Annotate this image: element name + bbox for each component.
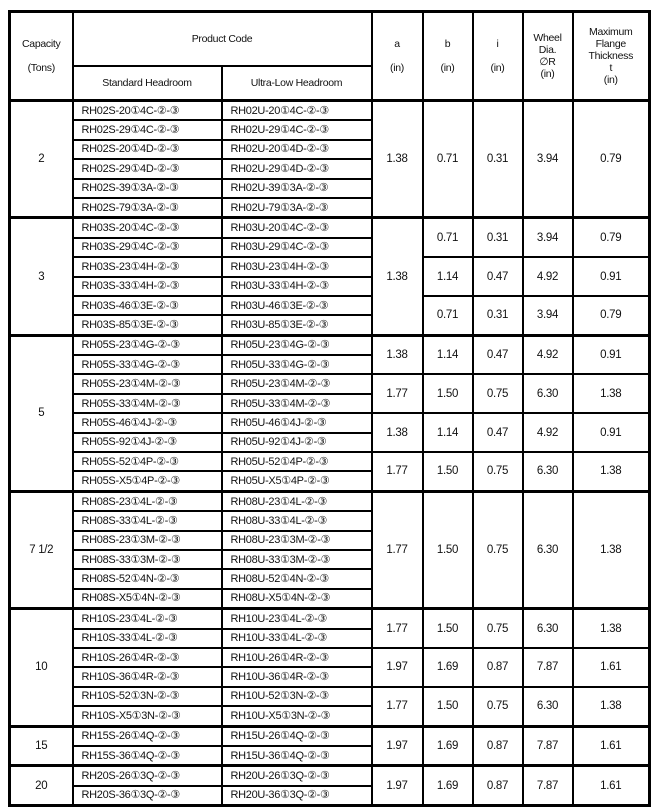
capacity-cell: 7 1/2 bbox=[10, 491, 73, 608]
table-row bbox=[10, 491, 650, 511]
ultra-low-headroom-code: RH02U-39①3A-②-③ bbox=[222, 179, 372, 198]
header-standard-headroom: Standard Headroom bbox=[73, 66, 222, 101]
b-value: 0.71 bbox=[423, 296, 473, 335]
ultra-low-headroom-code: RH10U-X5①3N-②-③ bbox=[222, 706, 372, 726]
ultra-low-headroom-code: RH02U-29①4C-②-③ bbox=[222, 120, 372, 139]
a-value: 1.97 bbox=[372, 648, 423, 687]
table-row bbox=[10, 335, 650, 355]
header-i: i (in) bbox=[473, 12, 523, 101]
standard-headroom-code: RH05S-52①4P-②-③ bbox=[73, 452, 222, 471]
ultra-low-headroom-code: RH10U-23①4L-②-③ bbox=[222, 609, 372, 629]
header-ultra-low-headroom: Ultra-Low Headroom bbox=[222, 66, 372, 101]
standard-headroom-code: RH10S-52①3N-②-③ bbox=[73, 687, 222, 706]
standard-headroom-code: RH08S-33①4L-②-③ bbox=[73, 511, 222, 530]
standard-headroom-code: RH08S-23①4L-②-③ bbox=[73, 491, 222, 511]
standard-headroom-code: RH15S-26①4Q-②-③ bbox=[73, 726, 222, 746]
ultra-low-headroom-code: RH03U-20①4C-②-③ bbox=[222, 218, 372, 238]
standard-headroom-code: RH03S-20①4C-②-③ bbox=[73, 218, 222, 238]
standard-headroom-code: RH10S-26①4R-②-③ bbox=[73, 648, 222, 667]
b-value: 1.69 bbox=[423, 766, 473, 806]
table-row bbox=[10, 452, 650, 471]
ultra-low-headroom-code: RH03U-85①3E-②-③ bbox=[222, 315, 372, 335]
ultra-low-headroom-code: RH02U-79①3A-②-③ bbox=[222, 198, 372, 218]
i-value: 0.47 bbox=[473, 413, 523, 452]
header-wheel-dia: Wheel Dia. ∅R (in) bbox=[523, 12, 573, 101]
standard-headroom-code: RH03S-85①3E-②-③ bbox=[73, 315, 222, 335]
ultra-low-headroom-code: RH10U-36①4R-②-③ bbox=[222, 667, 372, 686]
i-value: 0.47 bbox=[473, 335, 523, 374]
flange-thickness-value: 1.61 bbox=[573, 648, 650, 687]
wheel-dia-value: 6.30 bbox=[523, 452, 573, 491]
ultra-low-headroom-code: RH05U-23①4M-②-③ bbox=[222, 374, 372, 393]
ultra-low-headroom-code: RH10U-26①4R-②-③ bbox=[222, 648, 372, 667]
standard-headroom-code: RH02S-79①3A-②-③ bbox=[73, 198, 222, 218]
table-row bbox=[10, 218, 650, 238]
table-body bbox=[10, 101, 650, 806]
ultra-low-headroom-code: RH02U-20①4D-②-③ bbox=[222, 140, 372, 159]
ultra-low-headroom-code: RH05U-33①4G-②-③ bbox=[222, 355, 372, 374]
capacity-cell: 2 bbox=[10, 101, 73, 218]
table-row bbox=[10, 374, 650, 393]
flange-thickness-value: 1.38 bbox=[573, 609, 650, 648]
i-value: 0.75 bbox=[473, 687, 523, 726]
standard-headroom-code: RH10S-36①4R-②-③ bbox=[73, 667, 222, 686]
i-value: 0.75 bbox=[473, 491, 523, 608]
ultra-low-headroom-code: RH08U-33①3M-②-③ bbox=[222, 550, 372, 569]
b-value: 1.69 bbox=[423, 648, 473, 687]
table-row bbox=[10, 726, 650, 746]
b-value: 1.50 bbox=[423, 452, 473, 491]
i-value: 0.87 bbox=[473, 726, 523, 766]
wheel-dia-value: 3.94 bbox=[523, 296, 573, 335]
standard-headroom-code: RH03S-46①3E-②-③ bbox=[73, 296, 222, 315]
ultra-low-headroom-code: RH08U-52①4N-②-③ bbox=[222, 569, 372, 588]
table-row bbox=[10, 648, 650, 667]
b-value: 1.14 bbox=[423, 257, 473, 296]
wheel-dia-value: 7.87 bbox=[523, 726, 573, 766]
a-value: 1.38 bbox=[372, 101, 423, 218]
ultra-low-headroom-code: RH03U-46①3E-②-③ bbox=[222, 296, 372, 315]
standard-headroom-code: RH02S-29①4D-②-③ bbox=[73, 159, 222, 178]
ultra-low-headroom-code: RH05U-23①4G-②-③ bbox=[222, 335, 372, 355]
ultra-low-headroom-code: RH03U-29①4C-②-③ bbox=[222, 238, 372, 257]
table-row bbox=[10, 101, 650, 121]
header-product-code: Product Code bbox=[73, 12, 372, 67]
standard-headroom-code: RH03S-33①4H-②-③ bbox=[73, 277, 222, 296]
wheel-dia-value: 6.30 bbox=[523, 491, 573, 608]
capacity-cell: 20 bbox=[10, 766, 73, 806]
ultra-low-headroom-code: RH05U-X5①4P-②-③ bbox=[222, 471, 372, 491]
standard-headroom-code: RH05S-46①4J-②-③ bbox=[73, 413, 222, 432]
standard-headroom-code: RH02S-39①3A-②-③ bbox=[73, 179, 222, 198]
standard-headroom-code: RH05S-33①4G-②-③ bbox=[73, 355, 222, 374]
ultra-low-headroom-code: RH15U-26①4Q-②-③ bbox=[222, 726, 372, 746]
standard-headroom-code: RH05S-23①4G-②-③ bbox=[73, 335, 222, 355]
table-row bbox=[10, 766, 650, 786]
table-row bbox=[10, 609, 650, 629]
b-value: 1.50 bbox=[423, 374, 473, 413]
b-value: 1.14 bbox=[423, 413, 473, 452]
table-row bbox=[10, 296, 650, 315]
a-value: 1.77 bbox=[372, 491, 423, 608]
flange-thickness-value: 1.38 bbox=[573, 687, 650, 726]
ultra-low-headroom-code: RH08U-X5①4N-②-③ bbox=[222, 589, 372, 609]
flange-thickness-value: 1.61 bbox=[573, 726, 650, 766]
b-value: 1.69 bbox=[423, 726, 473, 766]
standard-headroom-code: RH20S-26①3Q-②-③ bbox=[73, 766, 222, 786]
flange-thickness-value: 0.91 bbox=[573, 257, 650, 296]
flange-thickness-value: 1.38 bbox=[573, 491, 650, 608]
standard-headroom-code: RH20S-36①3Q-②-③ bbox=[73, 786, 222, 806]
b-value: 1.14 bbox=[423, 335, 473, 374]
standard-headroom-code: RH10S-X5①3N-②-③ bbox=[73, 706, 222, 726]
standard-headroom-code: RH10S-33①4L-②-③ bbox=[73, 629, 222, 648]
standard-headroom-code: RH15S-36①4Q-②-③ bbox=[73, 746, 222, 766]
standard-headroom-code: RH10S-23①4L-②-③ bbox=[73, 609, 222, 629]
i-value: 0.75 bbox=[473, 452, 523, 491]
ultra-low-headroom-code: RH03U-33①4H-②-③ bbox=[222, 277, 372, 296]
ultra-low-headroom-code: RH08U-33①4L-②-③ bbox=[222, 511, 372, 530]
ultra-low-headroom-code: RH15U-36①4Q-②-③ bbox=[222, 746, 372, 766]
b-value: 1.50 bbox=[423, 609, 473, 648]
a-value: 1.77 bbox=[372, 609, 423, 648]
capacity-cell: 3 bbox=[10, 218, 73, 335]
table-row bbox=[10, 413, 650, 432]
capacity-cell: 5 bbox=[10, 335, 73, 491]
i-value: 0.87 bbox=[473, 766, 523, 806]
b-value: 0.71 bbox=[423, 101, 473, 218]
standard-headroom-code: RH02S-20①4C-②-③ bbox=[73, 101, 222, 121]
ultra-low-headroom-code: RH20U-26①3Q-②-③ bbox=[222, 766, 372, 786]
a-value: 1.38 bbox=[372, 335, 423, 374]
a-value: 1.38 bbox=[372, 413, 423, 452]
standard-headroom-code: RH03S-29①4C-②-③ bbox=[73, 238, 222, 257]
header-capacity: Capacity (Tons) bbox=[10, 12, 73, 101]
ultra-low-headroom-code: RH10U-33①4L-②-③ bbox=[222, 629, 372, 648]
ultra-low-headroom-code: RH08U-23①4L-②-③ bbox=[222, 491, 372, 511]
standard-headroom-code: RH05S-33①4M-②-③ bbox=[73, 394, 222, 413]
wheel-dia-value: 3.94 bbox=[523, 218, 573, 257]
standard-headroom-code: RH02S-29①4C-②-③ bbox=[73, 120, 222, 139]
standard-headroom-code: RH08S-52①4N-②-③ bbox=[73, 569, 222, 588]
standard-headroom-code: RH08S-33①3M-②-③ bbox=[73, 550, 222, 569]
flange-thickness-value: 1.38 bbox=[573, 374, 650, 413]
header-b: b (in) bbox=[423, 12, 473, 101]
ultra-low-headroom-code: RH05U-52①4P-②-③ bbox=[222, 452, 372, 471]
a-value: 1.38 bbox=[372, 218, 423, 335]
flange-thickness-value: 0.91 bbox=[573, 413, 650, 452]
standard-headroom-code: RH03S-23①4H-②-③ bbox=[73, 257, 222, 276]
standard-headroom-code: RH08S-23①3M-②-③ bbox=[73, 531, 222, 550]
standard-headroom-code: RH02S-20①4D-②-③ bbox=[73, 140, 222, 159]
flange-thickness-value: 0.91 bbox=[573, 335, 650, 374]
i-value: 0.75 bbox=[473, 374, 523, 413]
ultra-low-headroom-code: RH03U-23①4H-②-③ bbox=[222, 257, 372, 276]
ultra-low-headroom-code: RH05U-33①4M-②-③ bbox=[222, 394, 372, 413]
a-value: 1.97 bbox=[372, 766, 423, 806]
flange-thickness-value: 0.79 bbox=[573, 296, 650, 335]
table-row bbox=[10, 687, 650, 706]
wheel-dia-value: 6.30 bbox=[523, 687, 573, 726]
wheel-dia-value: 3.94 bbox=[523, 101, 573, 218]
header-a: a (in) bbox=[372, 12, 423, 101]
header-flange-thickness: Maximum Flange Thickness t (in) bbox=[573, 12, 650, 101]
ultra-low-headroom-code: RH08U-23①3M-②-③ bbox=[222, 531, 372, 550]
ultra-low-headroom-code: RH02U-20①4C-②-③ bbox=[222, 101, 372, 121]
wheel-dia-value: 4.92 bbox=[523, 335, 573, 374]
flange-thickness-value: 1.61 bbox=[573, 766, 650, 806]
a-value: 1.77 bbox=[372, 374, 423, 413]
wheel-dia-value: 6.30 bbox=[523, 374, 573, 413]
b-value: 1.50 bbox=[423, 687, 473, 726]
ultra-low-headroom-code: RH05U-46①4J-②-③ bbox=[222, 413, 372, 432]
capacity-cell: 10 bbox=[10, 609, 73, 726]
b-value: 0.71 bbox=[423, 218, 473, 257]
wheel-dia-value: 4.92 bbox=[523, 257, 573, 296]
a-value: 1.77 bbox=[372, 452, 423, 491]
standard-headroom-code: RH05S-92①4J-②-③ bbox=[73, 433, 222, 452]
flange-thickness-value: 0.79 bbox=[573, 101, 650, 218]
i-value: 0.47 bbox=[473, 257, 523, 296]
i-value: 0.31 bbox=[473, 101, 523, 218]
standard-headroom-code: RH05S-X5①4P-②-③ bbox=[73, 471, 222, 491]
i-value: 0.75 bbox=[473, 609, 523, 648]
ultra-low-headroom-code: RH05U-92①4J-②-③ bbox=[222, 433, 372, 452]
i-value: 0.87 bbox=[473, 648, 523, 687]
capacity-cell: 15 bbox=[10, 726, 73, 766]
wheel-dia-value: 6.30 bbox=[523, 609, 573, 648]
standard-headroom-code: RH08S-X5①4N-②-③ bbox=[73, 589, 222, 609]
flange-thickness-value: 1.38 bbox=[573, 452, 650, 491]
i-value: 0.31 bbox=[473, 218, 523, 257]
i-value: 0.31 bbox=[473, 296, 523, 335]
wheel-dia-value: 4.92 bbox=[523, 413, 573, 452]
wheel-dia-value: 7.87 bbox=[523, 766, 573, 806]
standard-headroom-code: RH05S-23①4M-②-③ bbox=[73, 374, 222, 393]
a-value: 1.77 bbox=[372, 687, 423, 726]
a-value: 1.97 bbox=[372, 726, 423, 766]
hoist-dimension-table bbox=[8, 10, 651, 807]
b-value: 1.50 bbox=[423, 491, 473, 608]
ultra-low-headroom-code: RH20U-36①3Q-②-③ bbox=[222, 786, 372, 806]
wheel-dia-value: 7.87 bbox=[523, 648, 573, 687]
ultra-low-headroom-code: RH02U-29①4D-②-③ bbox=[222, 159, 372, 178]
ultra-low-headroom-code: RH10U-52①3N-②-③ bbox=[222, 687, 372, 706]
table-row bbox=[10, 257, 650, 276]
flange-thickness-value: 0.79 bbox=[573, 218, 650, 257]
